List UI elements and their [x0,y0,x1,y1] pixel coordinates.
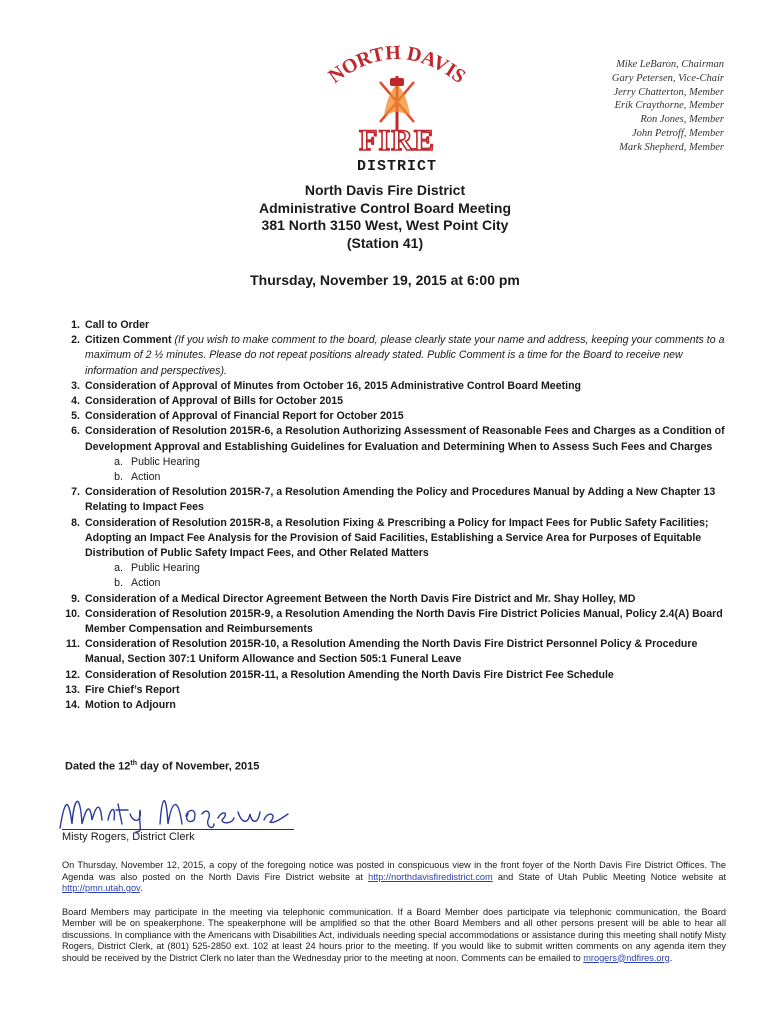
board-member: Ron Jones, Member [640,114,724,126]
agenda-item [54,637,726,667]
agenda-item-number: 13. [65,683,80,696]
agenda-item [54,318,726,333]
agenda-item-number: 9. [71,592,80,605]
subitem-letter: b. [114,577,123,590]
agenda-item-text: Consideration of Resolution 2015R-6, a Resolution Authorizing Assessment of Reasonable Fees and Charges as a Condition of Development Approval and Establishing Guidelines for Evaluation and Determining When to Assess Such Fees and Charges [85,425,725,453]
logo-arc-text: NORTH DAVIS [324,41,470,88]
agenda-item [54,379,726,394]
participation-notice-text: . [669,952,673,963]
heading-district-name: North Davis Fire District [304,182,466,198]
subitem-text: Public Hearing [131,562,200,575]
logo-fire-text: FIRE [359,124,435,157]
agenda-subitems [85,561,726,591]
posting-notice-text: and State of Utah Public Meeting Notice website at [492,871,726,882]
agenda-item-text: Consideration of Resolution 2015R-8, a Resolution Fixing & Prescribing a Policy for Impact Fees for Public Safety Facilities; Adopting an Impact Fee Analysis for the Provision of Said Facilities, Establishing a Service Area for Purposes of Equitable Distribution of Public Safety Impact Fees, and Other Related Matters [85,516,709,560]
agenda-item [54,409,726,424]
subitem-letter: b. [114,471,123,484]
agenda-item-number: 12. [65,668,80,681]
agenda-item-number: 10. [65,607,80,620]
handwritten-signature [56,784,296,834]
agenda-subitem [109,576,726,591]
subitem-text: Action [131,471,161,484]
heading-address: 381 North 3150 West, West Point City [261,217,509,233]
dated-prefix: Dated the 12 [65,760,131,773]
agenda-item [54,333,726,379]
district-logo [322,38,472,173]
logo-district-text: DISTRICT [356,158,438,173]
agenda-item [54,683,726,698]
agenda-item-text: Fire Chief’s Report [85,683,180,696]
agenda-subitem [109,561,726,576]
agenda-item-text: Consideration of Resolution 2015R-7, a Resolution Amending the Policy and Procedures Manual by Adding a New Chapter 13 Relating to Impact Fees [85,486,716,514]
board-member: Mark Shepherd, Member [619,141,724,153]
agenda-item-text: Consideration of Approval of Minutes from October 16, 2015 Administrative Control Board Meeting [85,379,582,392]
agenda-item [54,607,726,637]
agenda-item-number: 2. [71,334,80,347]
agenda-item-text: Consideration of a Medical Director Agreement Between the North Davis Fire District and Mr. Shay Holley, MD [85,592,636,605]
agenda-item-number: 4. [71,395,80,408]
fire-emblem-icon [380,76,414,130]
board-member: John Petroff, Member [631,127,724,139]
subitem-text: Action [131,577,161,590]
agenda-item-text: Motion to Adjourn [85,699,176,712]
pmn-website-link[interactable]: http://pmn.utah.gov [62,883,140,893]
agenda-item-number: 8. [71,516,80,529]
agenda-item [54,394,726,409]
board-members-list [540,58,724,155]
subitem-text: Public Hearing [131,455,200,468]
agenda-item-text: Consideration of Approval of Financial Report for October 2015 [85,410,404,423]
dated-rest: day of November, 2015 [137,760,260,773]
agenda-item-number: 14. [65,699,80,712]
agenda-item-number: 1. [71,319,80,331]
agenda-item [54,698,726,713]
notice-section [62,860,726,976]
heading-station: (Station 41) [346,234,424,251]
posting-notice-text: . [139,883,143,893]
heading-meeting-type: Administrative Control Board Meeting [258,199,512,216]
agenda-item-text: Call to Order [85,319,150,331]
agenda-item [54,485,726,515]
subitem-letter: a. [114,455,123,468]
agenda-item-text: Consideration of Resolution 2015R-10, a Resolution Amending the North Davis Fire District Personnel Policy & Procedure Manual, Section 307:1 Uniform Allowance and Section 505:1 Funeral Leave [85,638,698,666]
posting-notice-text: On Thursday, November 12, 2015, a copy of the foregoing notice was posted in conspicuous view in the front foyer of the North Davis Fire District Offices. The Agenda was also posted on the North Davis Fire District website at [62,860,726,882]
signature-line [62,829,294,830]
agenda-item [54,424,726,485]
board-member: Erik Craythorne, Member [614,100,724,112]
agenda-item-number: 11. [65,638,80,651]
citizen-comment-note: (If you wish to make comment to the board, please clearly state your name and address, keeping your comments to a maximum of 2 ½ minutes. Please do not repeat positions already stated. Public Comment is a time for the Board to receive new information and perspectives). [85,334,725,377]
participation-notice [62,907,726,965]
board-member: Jerry Chatterton, Member [613,86,724,98]
agenda-item-text: Consideration of Resolution 2015R-11, a Resolution Amending the North Davis Fire District Fee Schedule [85,668,614,681]
posting-notice [62,860,726,895]
district-website-link[interactable]: http://northdavisfiredistrict.com [368,871,493,882]
meeting-date: Thursday, November 19, 2015 at 6:00 pm [250,272,520,288]
dated-line [65,760,259,773]
agenda-item [54,516,726,592]
agenda-item-text: Consideration of Resolution 2015R-9, a Resolution Amending the North Davis Fire District Policies Manual, Policy 2.4(A) Board Member Compensation and Reimbursements [85,607,723,636]
agenda-item-number: 7. [71,486,80,499]
signer-name: Misty Rogers, District Clerk [62,831,195,843]
subitem-letter: a. [114,562,123,575]
agenda-subitems [85,455,726,485]
agenda-list [54,318,726,713]
agenda-item-number: 5. [71,410,80,423]
agenda-item-text: Consideration of Approval of Bills for October 2015 [85,395,344,408]
board-member: Mike LeBaron, Chairman [616,59,724,70]
board-member: Gary Petersen, Vice-Chair [611,72,724,84]
meeting-heading [0,182,770,252]
clerk-email-link[interactable]: mrogers@ndfires.org [583,952,670,963]
agenda-subitem [109,470,726,485]
agenda-item [54,592,726,607]
agenda-item [54,668,726,683]
participation-notice-text: Board Members may participate in the meeting via telephonic communication. If a Board Member does participate via telephonic communication, the Board Member will be on speakerphone. The speakerphone will be amplified so that the other Board Members and all other persons present will be able to hear all discussions. In compliance with the Americans with Disabilities Act, individuals needing special accommodations or assistance during this meeting shall notify Misty Rogers, District Clerk, at (801) 525-2850 ext. 102 at least 24 hours prior to the meeting. If you would like to submit written comments on any agenda item they should be received by the District Clerk no later than the Wednesday prior to the meeting at noon. Comments can be emailed to [62,906,726,963]
agenda-item-text: Citizen Comment [85,334,172,347]
agenda-item-number: 6. [71,425,80,438]
agenda-item-number: 3. [71,379,80,392]
agenda-subitem [109,455,726,470]
dated-suffix: th [130,760,138,767]
